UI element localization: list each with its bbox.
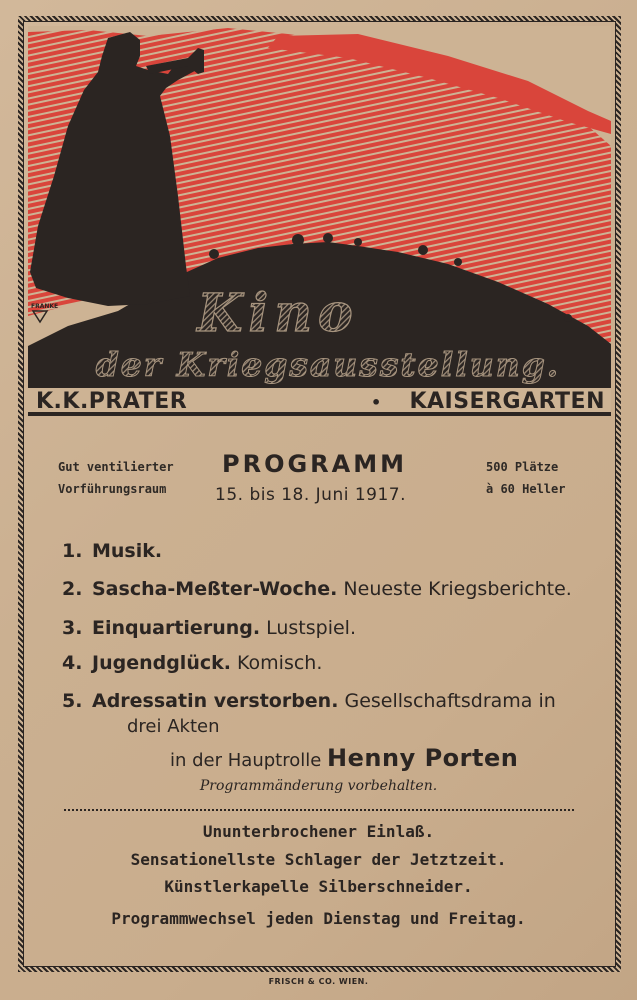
location-bar [28,386,611,416]
poster-illustration [28,26,611,386]
title-line-2: der Kriegsausstellung. [95,345,561,384]
programme-item: 2. Sascha-Meßter-Woche. Neueste Kriegsberichte. [62,578,572,600]
starring-line: in der Hauptrolle Henny Porten [170,744,519,772]
programme-item: 4. Jugendglück. Komisch. [62,652,323,674]
ventilation-note: Gut ventilierter Vorführungsraum [58,460,174,496]
programme-item: 5. Adressatin verstorben. Gesellschaftsdrama in [62,690,556,712]
programme-item: 1. Musik. [62,540,163,562]
location-right: KAISERGARTEN [409,389,605,414]
item5-continuation: drei Akten [127,716,220,737]
programme-change-note: Programmänderung vorbehalten. [199,778,438,794]
footer-line: Sensationellste Schlager der Jetztzeit. [130,850,507,869]
footer-line: Programmwechsel jeden Dienstag und Freitag. [111,909,526,928]
dotted-divider [64,809,574,811]
star-name: Henny Porten [327,744,519,772]
location-separator: • [371,393,382,412]
programme-item: 3. Einquartierung. Lustspiel. [62,617,356,639]
footer-line: Ununterbrochener Einlaß. [202,822,435,841]
seating-note: 500 Plätze à 60 Heller [486,460,566,496]
location-left: K.K.PRATER [36,389,188,414]
programme-title: PROGRAMM [222,450,407,478]
footer-line: Künstlerkapelle Silberschneider. [164,877,473,896]
svg-text:FRANKE: FRANKE [31,303,59,310]
printer-credit: FRISCH & CO. WIEN. [268,977,369,986]
programme-dates: 15. bis 18. Juni 1917. [215,485,407,505]
title-line-1: Kino [197,283,359,344]
